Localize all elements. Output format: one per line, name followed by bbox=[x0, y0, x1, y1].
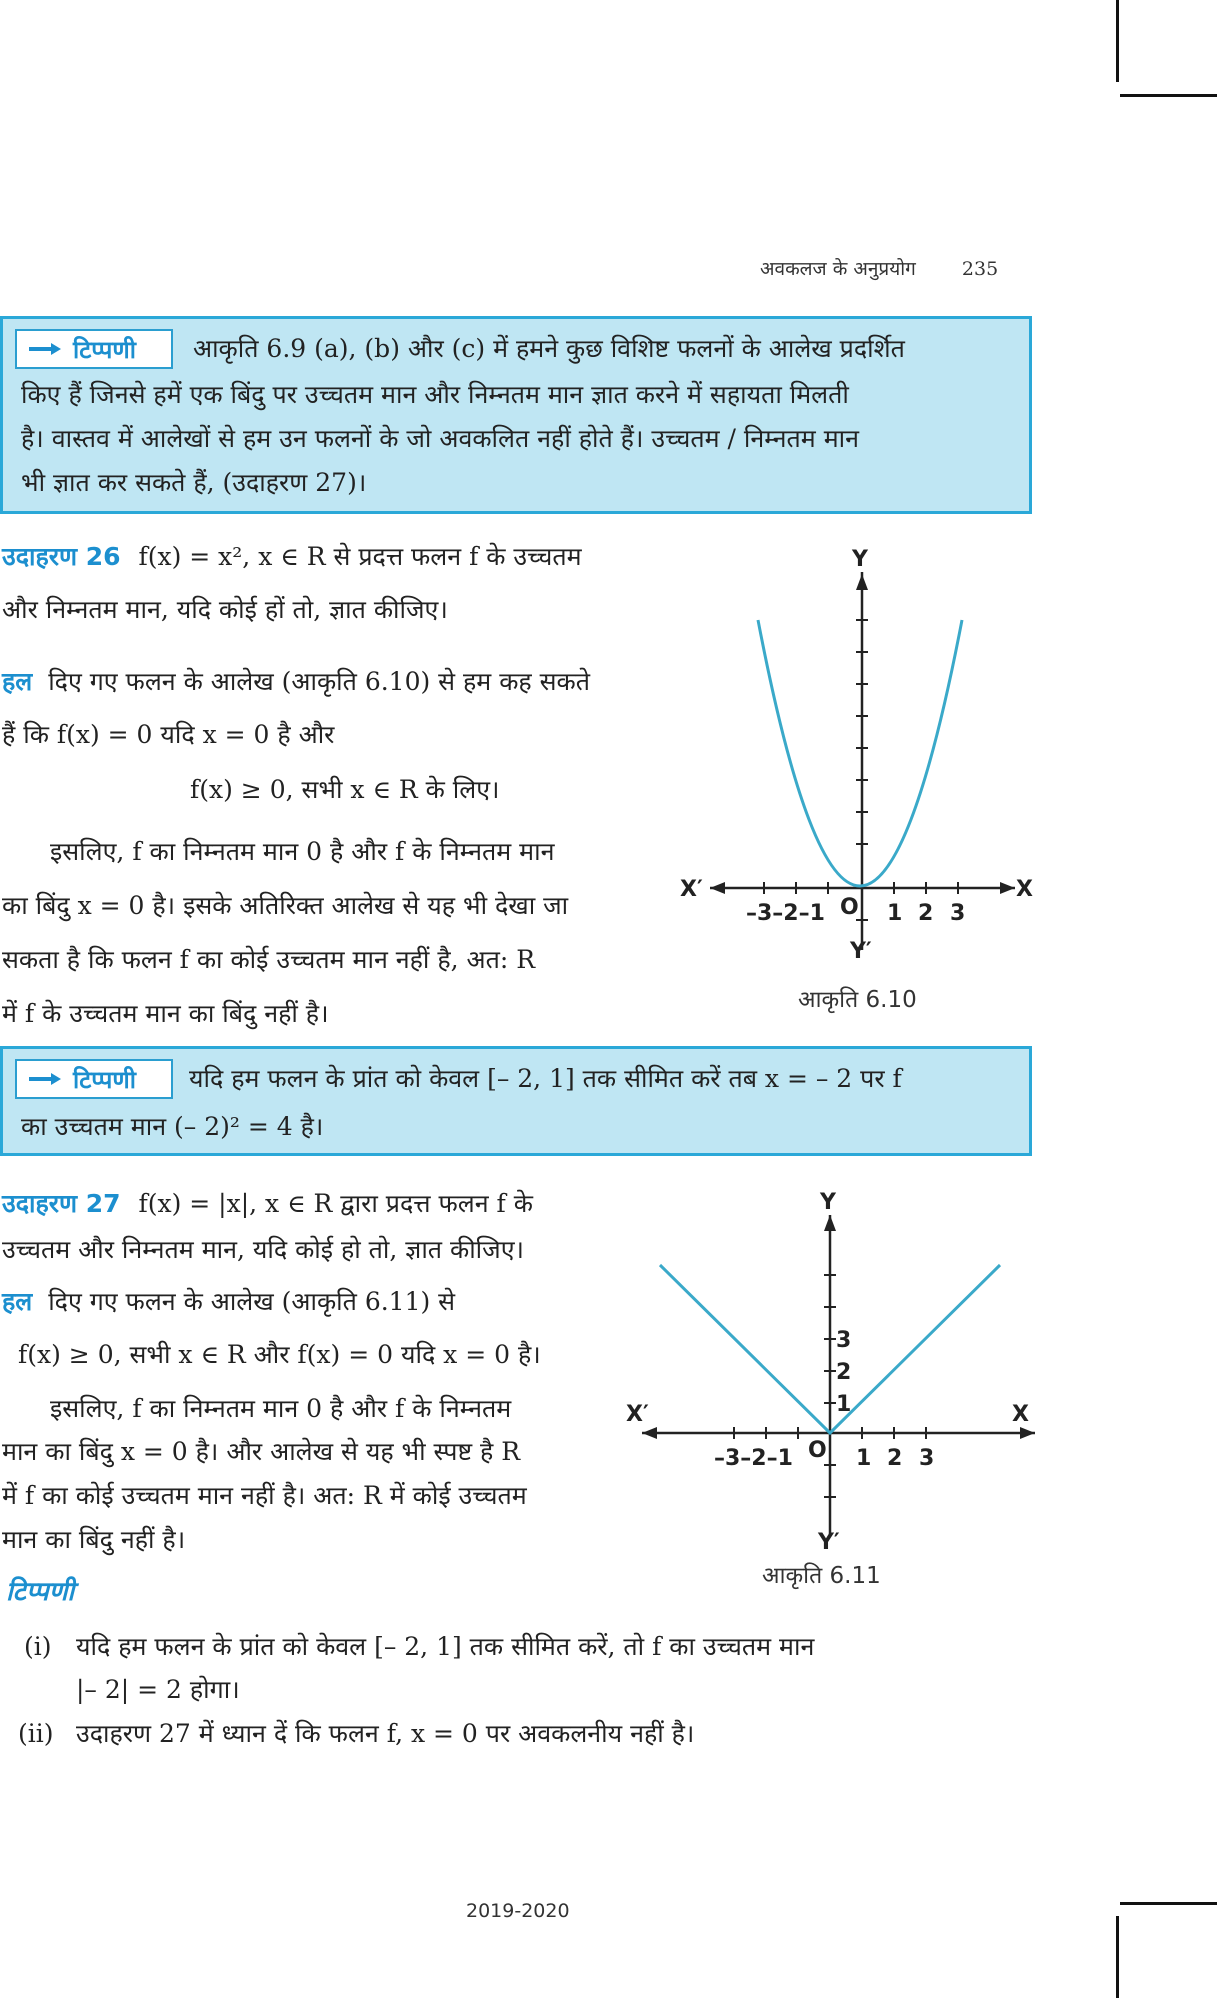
pointing-hand-icon bbox=[27, 1071, 67, 1087]
x-axis-arrow-right bbox=[1000, 882, 1015, 894]
figure-6-11-absolute-value-graph bbox=[620, 1185, 1040, 1555]
x-axis-arrow-left bbox=[642, 1427, 657, 1439]
footer-year: 2019-2020 bbox=[466, 1900, 570, 1922]
figure-6-11-caption: आकृति 6.11 bbox=[762, 1563, 881, 1589]
y-tick-label-1: 1 bbox=[836, 1392, 852, 1417]
y-axis-arrow bbox=[856, 574, 868, 590]
y-axis-label: Y bbox=[820, 1190, 836, 1215]
example27-solution-line-2: f(x) ≥ 0, सभी x ∈ R और f(x) = 0 यदि x = 0 है। bbox=[18, 1340, 541, 1369]
example26-solution-line-1: हल दिए गए फलन के आलेख (आकृति 6.10) से हम कह सकते bbox=[2, 667, 590, 696]
note-tag: टिप्पणी bbox=[15, 329, 173, 369]
crop-mark-bottom-horizontal bbox=[1120, 1902, 1217, 1905]
x-neg-axis-label: X′ bbox=[626, 1402, 649, 1427]
x-axis-label: X bbox=[1016, 877, 1033, 902]
example26-solution-line-6: सकता है कि फलन f का कोई उच्चतम मान नहीं है, अत: R bbox=[2, 945, 536, 974]
example27-solution-line-3: इसलिए, f का निम्नतम मान 0 है और f के निम्नतम bbox=[50, 1394, 512, 1423]
note2-line-1: यदि हम फलन के प्रांत को केवल [– 2, 1] तक सीमित करें तब x = – 2 पर f bbox=[189, 1064, 902, 1093]
example26-title: उदाहरण 26 bbox=[2, 542, 121, 571]
x-negative-tick-labels: –3–2–1 bbox=[714, 1446, 793, 1471]
example27-solution-line-6: मान का बिंदु नहीं है। bbox=[2, 1525, 186, 1554]
example26-statement-line-2: और निम्नतम मान, यदि कोई हों तो, ज्ञात कीजिए। bbox=[2, 595, 448, 624]
solution-label: हल bbox=[2, 1287, 33, 1316]
remark-1-line-2: |– 2| = 2 होगा। bbox=[76, 1675, 240, 1704]
y-tick-label-3: 3 bbox=[836, 1328, 852, 1353]
note1-line-2: किए हैं जिनसे हमें एक बिंदु पर उच्चतम मान और निम्नतम मान ज्ञात करने में सहायता मिलती bbox=[21, 380, 849, 409]
note-box-2 bbox=[0, 1046, 1032, 1156]
y-neg-axis-label: Y′ bbox=[850, 939, 872, 964]
x-axis-label: X bbox=[1012, 1402, 1029, 1427]
page-number: 235 bbox=[961, 258, 999, 280]
example26-solution-line-5: का बिंदु x = 0 है। इसके अतिरिक्त आलेख से यह भी देखा जा bbox=[2, 891, 569, 920]
y-tick-label-2: 2 bbox=[836, 1360, 852, 1385]
x-tick-label-3: 3 bbox=[950, 901, 966, 926]
note-box-1 bbox=[0, 316, 1032, 514]
x-tick-label-3: 3 bbox=[919, 1446, 935, 1471]
running-header bbox=[760, 255, 998, 281]
example27-solution-line-4: मान का बिंदु x = 0 है। और आलेख से यह भी स्पष्ट है R bbox=[2, 1437, 521, 1466]
y-neg-axis-label: Y′ bbox=[818, 1530, 840, 1555]
crop-mark-top-vertical bbox=[1116, 0, 1119, 82]
solution-label: हल bbox=[2, 667, 33, 696]
example26-statement-line-1: उदाहरण 26 f(x) = x², x ∈ R से प्रदत्त फलन f के उच्चतम bbox=[2, 542, 582, 571]
x-tick-label-1: 1 bbox=[887, 901, 903, 926]
example27-statement-line-2: उच्चतम और निम्नतम मान, यदि कोई हो तो, ज्ञात कीजिए। bbox=[2, 1235, 524, 1264]
example26-solution-line-4: इसलिए, f का निम्नतम मान 0 है और f के निम्नतम मान bbox=[50, 837, 555, 866]
crop-mark-bottom-vertical bbox=[1116, 1916, 1119, 1998]
crop-mark-top-horizontal bbox=[1120, 94, 1217, 97]
example26-solution-line-2: हैं कि f(x) = 0 यदि x = 0 है और bbox=[2, 720, 335, 749]
chapter-title: अवकलज के अनुप्रयोग bbox=[760, 258, 916, 280]
x-tick-label-2: 2 bbox=[887, 1446, 903, 1471]
note-tag: टिप्पणी bbox=[15, 1059, 173, 1099]
example27-statement-line-1: उदाहरण 27 f(x) = |x|, x ∈ R द्वारा प्रदत्त फलन f के bbox=[2, 1189, 533, 1218]
y-axis-arrow bbox=[824, 1215, 836, 1231]
remark-1-number: (i) bbox=[24, 1632, 52, 1661]
note1-line-4: भी ज्ञात कर सकते हैं, (उदाहरण 27)। bbox=[21, 468, 367, 497]
remark-2-number: (ii) bbox=[18, 1719, 54, 1748]
remark-1-line-1: यदि हम फलन के प्रांत को केवल [– 2, 1] तक सीमित करें, तो f का उच्चतम मान bbox=[76, 1632, 815, 1661]
figure-6-10-caption: आकृति 6.10 bbox=[798, 987, 917, 1013]
parabola-curve bbox=[758, 620, 962, 886]
example27-solution-line-5: में f का कोई उच्चतम मान नहीं है। अत: R में कोई उच्चतम bbox=[2, 1481, 527, 1510]
pointing-hand-icon bbox=[27, 341, 67, 357]
note1-line-1: आकृति 6.9 (a), (b) और (c) में हमने कुछ विशिष्ट फलनों के आलेख प्रदर्शित bbox=[193, 334, 905, 363]
note1-line-3: है। वास्तव में आलेखों से हम उन फलनों के जो अवकलित नहीं होते हैं। उच्चतम / निम्नतम मान bbox=[21, 424, 859, 453]
example26-solution-line-3: f(x) ≥ 0, सभी x ∈ R के लिए। bbox=[190, 775, 500, 804]
x-negative-tick-labels: –3–2–1 bbox=[746, 901, 825, 926]
remark-2-text: उदाहरण 27 में ध्यान दें कि फलन f, x = 0 पर अवकलनीय नहीं है। bbox=[76, 1719, 695, 1748]
example27-title: उदाहरण 27 bbox=[2, 1189, 121, 1218]
y-axis-label: Y bbox=[852, 547, 868, 572]
note2-line-2: का उच्चतम मान (– 2)² = 4 है। bbox=[21, 1112, 324, 1141]
x-tick-label-1: 1 bbox=[856, 1446, 872, 1471]
x-neg-axis-label: X′ bbox=[680, 877, 703, 902]
origin-label: O bbox=[840, 895, 859, 920]
example27-solution-line-1: हल दिए गए फलन के आलेख (आकृति 6.11) से bbox=[2, 1287, 456, 1316]
figure-6-10-parabola-graph bbox=[670, 540, 1040, 980]
x-tick-label-2: 2 bbox=[918, 901, 934, 926]
x-axis-arrow-left bbox=[710, 882, 725, 894]
origin-label: O bbox=[808, 1438, 827, 1463]
example26-solution-line-7: में f के उच्चतम मान का बिंदु नहीं है। bbox=[2, 999, 329, 1028]
remarks-heading: टिप्पणी bbox=[6, 1577, 75, 1607]
x-axis-arrow-right bbox=[1020, 1427, 1035, 1439]
